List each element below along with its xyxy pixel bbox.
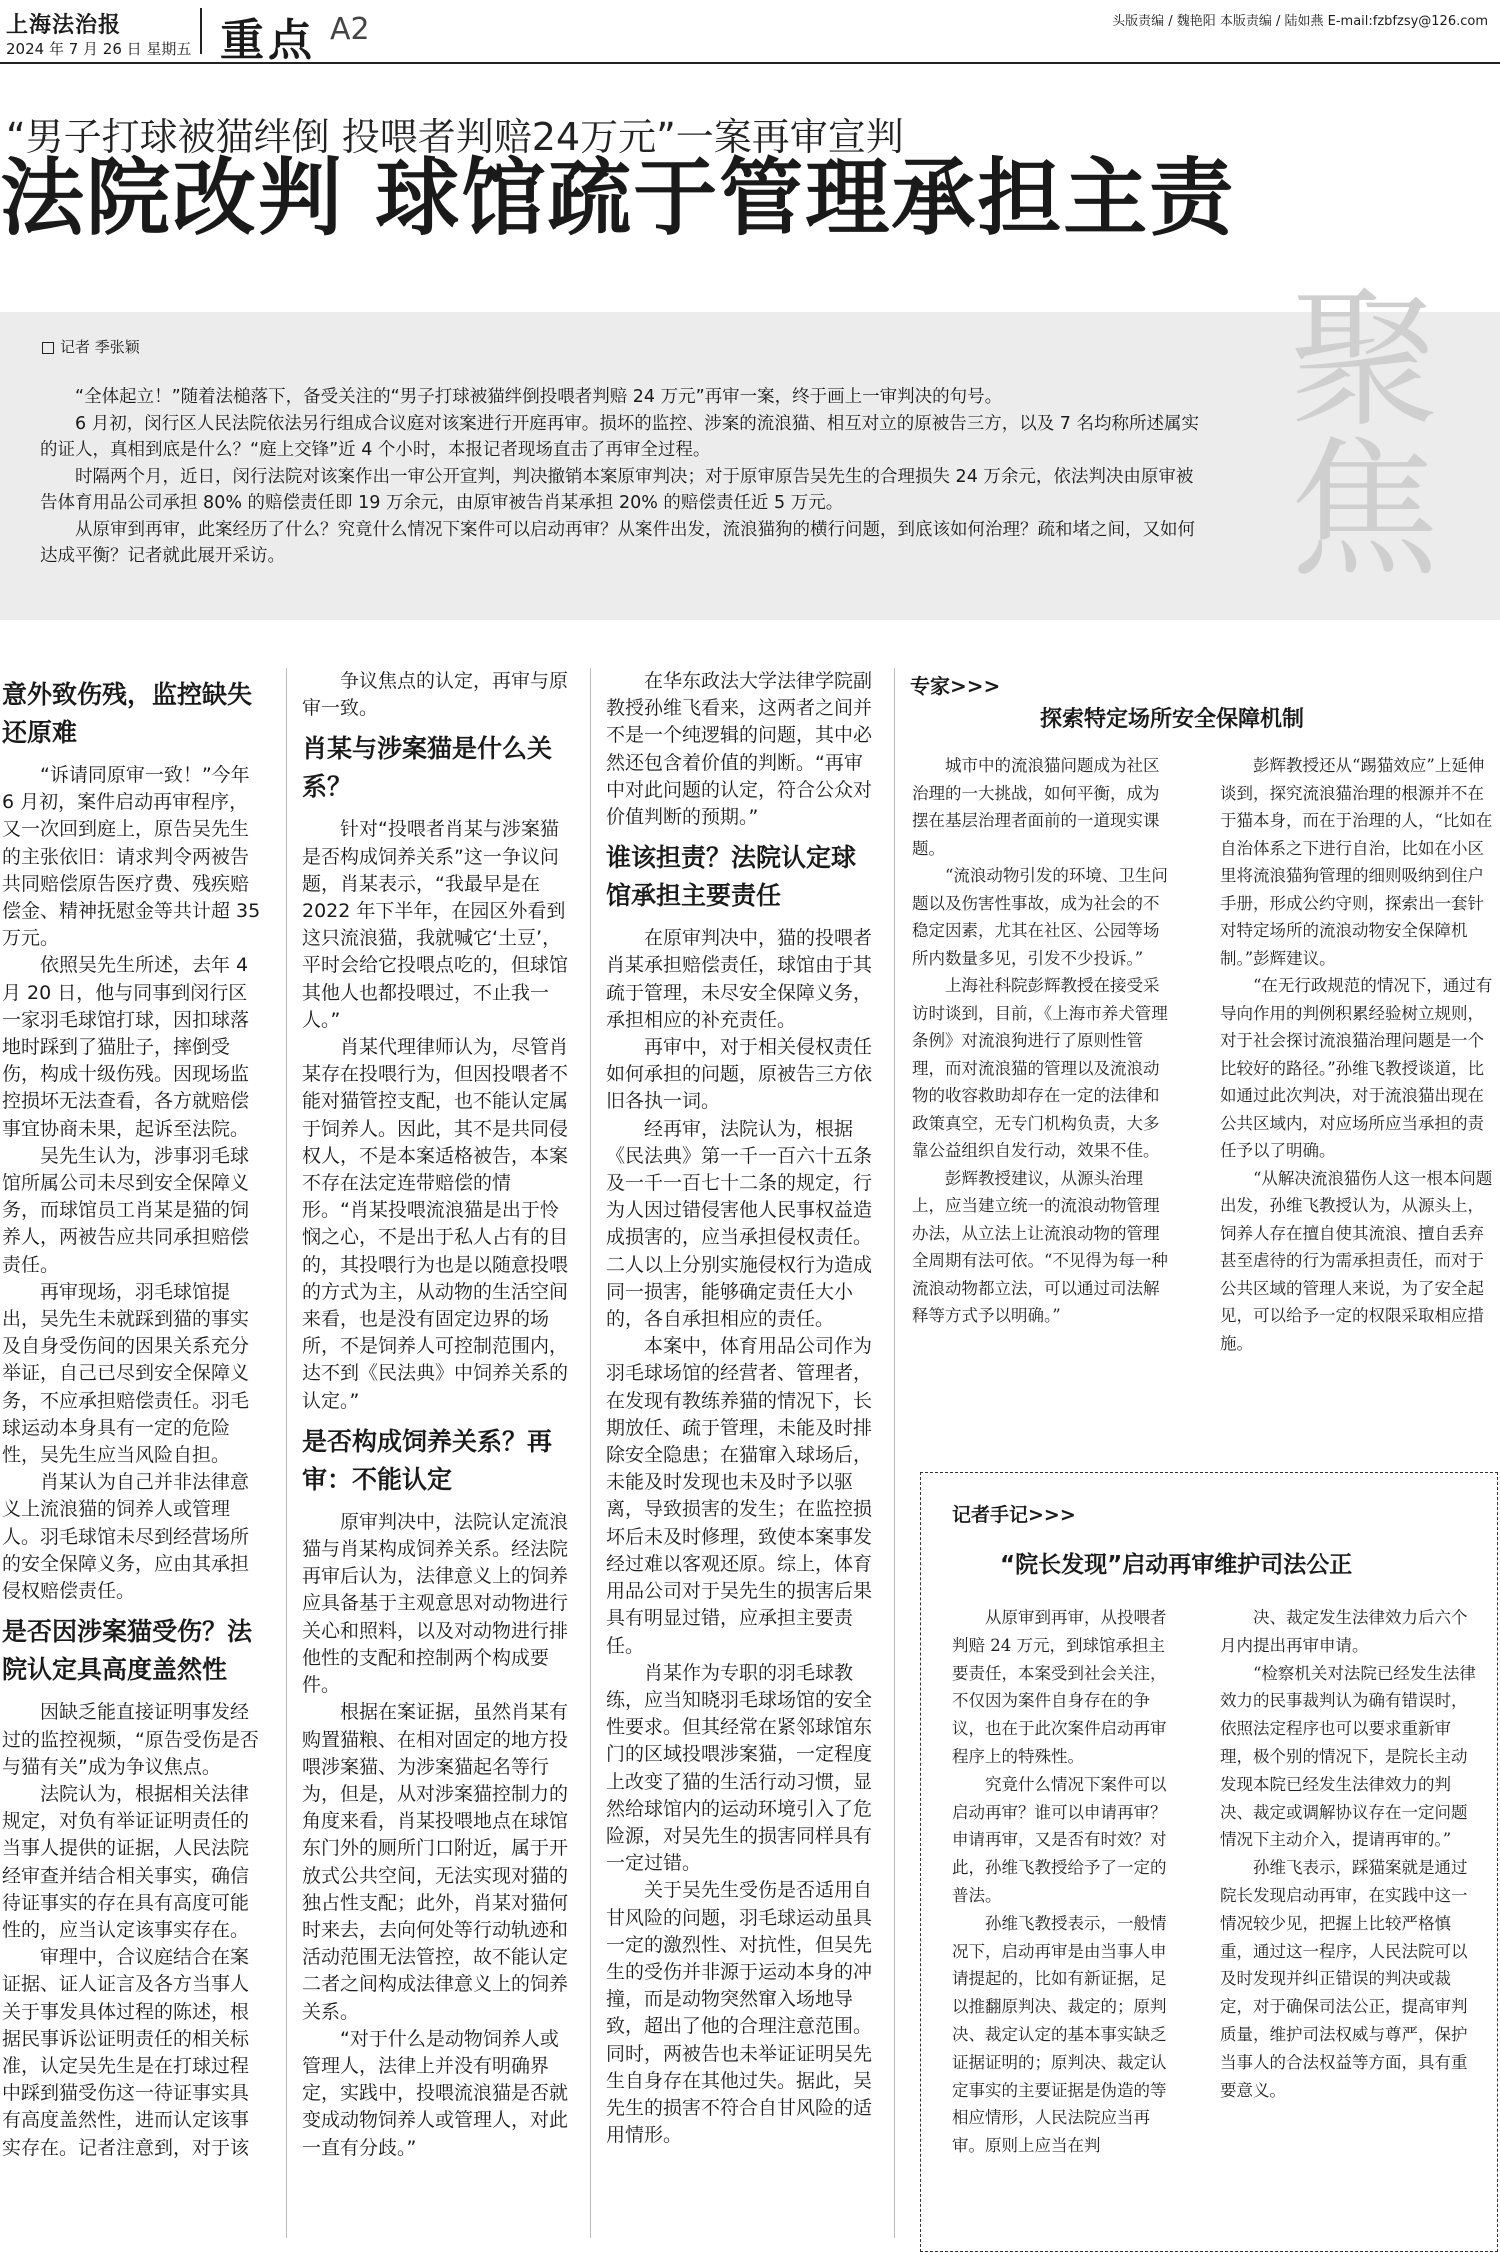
body-paragraph: 依照吴先生所述，去年 4 月 20 日，他与同事到闵行区一家羽毛球馆打球，因扣球落地时踩到了猫肚子，摔倒受伤，构成十级伤残。因现场监控损坏无法查看，各方就赔偿事宜协商未果，起诉至法院。 [2,954,250,1140]
body-paragraph: 根据在案证据，虽然肖某有购置猫粮、在相对固定的地方投喂涉案猫、为涉案猫起名等行为，但是，从对涉案猫控制力的角度来看，肖某投喂地点在球馆东门外的厕所门口附近，属于开放式公共空间，无法实现对猫的独占性支配；此外，肖某对猫何时来去，去向何处等行动轨迹和活动范围无法管控，故不能认定二者之间构成法律意义上的饲养关系。 [302,1701,569,2023]
body-paragraph: 城市中的流浪猫问题成为社区治理的一大挑战，如何平衡，成为摆在基层治理者面前的一道现实课题。 [912,756,1160,858]
byline-square-icon [42,342,54,354]
body-paragraph: 争议焦点的认定，再审与原审一致。 [302,670,569,720]
body-paragraph: 孙维飞表示，踩猫案就是通过院长发现启动再审，在实践中这一情况较少见，把握上比较严格慎重，通过这一程序，人民法院可以及时发现并纠正错误的判决或裁定，对于确保司法公正，提高审判质量，维护司法权威与尊严，保护当事人的合法权益等方面，具有重要意义。 [1220,1858,1468,2100]
byline-text: 记者 季张颖 [60,338,140,356]
body-paragraph: “检察机关对法院已经发生法律效力的民事裁判认为确有错误时，依照法定程序也可以要求重新审理，极个别的情况下，是院长主动发现本院已经发生法律效力的判决、裁定或调解协议存在一定问题情况下主动介入，提请再审的。” [1220,1663,1476,1850]
focus-calligraphy-mark [1210,250,1500,670]
lede [40,384,1210,570]
lede-paragraph: 6 月初，闵行区人民法院依法另行组成合议庭对该案进行开庭再审。损坏的监控、涉案的流浪猫、相互对立的原被告三方，以及 7 名均称所述属实的证人，真相到底是什么？“庭上交锋”近 4 个小时，本报记者现场直击了再审全过程。 [40,413,1199,460]
column-1 [2,668,264,2162]
sub-headline: “男子打球被猫绊倒 投喂者判赔24万元”一案再审宣判 [6,115,904,159]
body-paragraph: “在无行政规范的情况下，通过有导向作用的判例积累经验树立规则，对于社会探讨流浪猫治理问题是一个比较好的路径。”孙维飞教授谈道，比如通过此次判决，对于流浪猫出现在公共区域内，对应场所应当承担的责任予以了明确。 [1220,976,1493,1160]
body-paragraph: 针对“投喂者肖某与涉案猫是否构成饲养关系”这一争议问题，肖某表示，“我最早是在 2022 年下半年，在园区外看到这只流浪猫，我就喊它‘土豆’，平时会给它投喂点吃的，但球馆其他人也都投喂过，不止我一人。” [302,818,569,1031]
body-paragraph: “对于什么是动物饲养人或管理人，法律上并没有明确界定，实践中，投喂流浪猫是否就变成动物饲养人或管理人，对此一直有分歧。” [302,2027,569,2159]
expert-column-1 [912,752,1174,1330]
expert-title: 探索特定场所安全保障机制 [1040,707,1305,732]
section-heading: 肖某与涉案猫是什么关系？ [302,734,553,802]
editor-credits: 头版责编 / 魏艳阳 本版责编 / 陆如燕 E-mail:fzbfzsy@126.com [1112,14,1488,29]
body-paragraph: 法院认为，根据相关法律规定，对负有举证证明责任的当事人提供的证据，人民法院经审查并结合相关事实，确信待证事实的存在具有高度可能性的，应当认定该事实存在。 [2,1782,250,1941]
body-paragraph: 决、裁定发生法律效力后六个月内提出再审申请。 [1220,1608,1468,1655]
body-paragraph: 从原审到再审，从投喂者判赔 24 万元，到球馆承担主要责任，本案受到社会关注，不仅因为案件自身存在的争议，也在于此次案件启动再审程序上的特殊性。 [952,1608,1167,1766]
dateline: 2024 年 7 月 26 日 星期五 [6,40,192,58]
body-paragraph: 再审中，对于相关侵权责任如何承担的问题，原被告三方依旧各执一词。 [606,1036,873,1113]
body-paragraph: 经再审，法院认为，根据《民法典》第一千一百六十五条及一千一百七十二条的规定，行为人因过错侵害他人民事权益造成损害的，应当承担侵权责任。二人以上分别实施侵权行为造成同一损害，能够确定责任大小的，各自承担相应的责任。 [606,1117,873,1331]
body-paragraph: 上海社科院彭辉教授在接受采访时谈到，目前，《上海市养犬管理条例》对流浪狗进行了原则性管理，而对流浪猫的管理以及流浪动物的收容救助却存在一定的法律和政策真空，无专门机构负责，大多靠公益组织自发行动，效果不佳。 [912,976,1168,1160]
byline [42,336,140,357]
column-divider [590,668,591,2238]
masthead-divider [200,8,202,54]
body-paragraph: 彭辉教授建议，从源头治理上，应当建立统一的流浪动物管理办法，从立法上让流浪动物的管理全周期有法可依。“不见得为每一种流浪动物都立法，可以通过司法解释等方式予以明确。” [912,1168,1168,1325]
page-number: A2 [330,12,370,47]
column-2 [302,668,570,2162]
focus-mark-text: 聚焦 [1263,280,1437,580]
section-name: 重点 [220,15,316,66]
body-paragraph: 在原审判决中，猫的投喂者肖某承担赔偿责任，球馆由于其疏于管理，未尽安全保障义务，承担相应的补充责任。 [606,927,873,1031]
lede-paragraph: 时隔两个月，近日，闵行法院对该案作出一审公开宣判，判决撤销本案原审判决；对于原审原告吴先生的合理损失 24 万余元，依法判决由原审被告体育用品公司承担 80% 的赔偿责任即 19 万余元，由原审被告肖某承担 20% 的赔偿责任近 5 万元。 [40,466,1194,513]
expert-column-2 [1220,752,1496,1357]
body-paragraph: 因缺乏能直接证明事发经过的监控视频，“原告受伤是否与猫有关”成为争议焦点。 [2,1701,259,1778]
body-paragraph: 肖某认为自己并非法律意义上流浪猫的饲养人或管理人。羽毛球馆未尽到经营场所的安全保障义务，应由其承担侵权赔偿责任。 [2,1471,250,1603]
body-paragraph: 究竟什么情况下案件可以启动再审？谁可以申请再审？申请再审，又是否有时效？对此，孙维飞教授给予了一定的普法。 [952,1774,1167,1905]
body-paragraph: 孙维飞教授表示，一般情况下，启动再审是由当事人申请提起的，比如有新证据，足以推翻原判决、裁定的；原判决、裁定认定的基本事实缺乏证据证明的；原判决、裁定认定事实的主要证据是伪造的等相应情形，人民法院应当再审。原则上应当在判 [952,1913,1167,2156]
reporter-notes-title: “院长发现”启动再审维护司法公正 [1000,1552,1353,1578]
lede-paragraph: 从原审到再审，此案经历了什么？究竟什么情况下案件可以启动再审？从案件出发，流浪猫狗的横行问题，到底该如何治理？疏和堵之间，又如何达成平衡？记者就此展开采访。 [40,519,1195,566]
column-3 [606,668,876,2149]
section-heading: 谁该担责？法院认定球馆承担主要责任 [606,843,857,911]
notes-column-2 [1220,1604,1482,2104]
body-paragraph: 吴先生认为，涉事羽毛球馆所属公司未尽到安全保障义务，而球馆员工肖某是猫的饲养人，两被告应共同承担赔偿责任。 [2,1144,250,1276]
expert-label: 专家>>> [910,674,1001,698]
notes-column-1 [952,1604,1176,2160]
section-heading: 意外致伤残，监控缺失还原难 [2,680,253,747]
body-paragraph: 审理中，合议庭结合在案证据、证人证言及各方当事人关于事发具体过程的陈述，根据民事诉讼证明责任的相关标准，认定吴先生是在打球过程中踩到猫受伤这一待证事实具有高度盖然性，进而认定该事实存在。记者注意到，对于该 [2,1946,250,2159]
lede-paragraph: “全体起立！”随着法槌落下，备受关注的“男子打球被猫绊倒投喂者判赔 24 万元”再审一案，终于画上一审判决的句号。 [75,387,1003,407]
body-paragraph: 关于吴先生受伤是否适用自甘风险的问题，羽毛球运动虽具一定的激烈性、对抗性，但吴先生的受伤并非源于运动本身的冲撞，而是动物突然窜入场地导致，超出了他的合理注意范围。同时，两被告也未举证证明吴先生自身存在其他过失。据此，吴先生的损害不符合自甘风险的适用情形。 [606,1879,873,2147]
body-paragraph: 肖某代理律师认为，尽管肖某存在投喂行为，但因投喂者不能对猫管控支配，也不能认定属于饲养人。因此，其不是共同侵权人，不是本案适格被告，本案不存在法定连带赔偿的情形。“肖某投喂流浪猫是出于怜悯之心，不是出于私人占有的目的，其投喂行为也是以随意投喂的方式为主，从动物的生活空间来看，也是没有固定边界的场所，不是饲养人可控制范围内，达不到《民法典》中饲养关系的认定。” [302,1036,569,1412]
body-paragraph: 本案中，体育用品公司作为羽毛球场馆的经营者、管理者，在发现有教练养猫的情况下，长期放任、疏于管理，未能及时排除安全隐患；在猫窜入球场后，未能及时发现也未及时予以驱离，导致损害的发生；在监控损坏后未及时修理，致使本案事发经过难以客观还原。综上，体育用品公司对于吴先生的损害后果具有明显过错，应承担主要责任。 [606,1335,873,1657]
main-headline: 法院改判 球馆疏于管理承担主责 [0,148,1236,247]
column-divider [894,668,895,2238]
body-paragraph: 肖某作为专职的羽毛球教练，应当知晓羽毛球场馆的安全性要求。但其经常在紧邻球馆东门的区域投喂涉案猫，一定程度上改变了猫的生活行动习惯，显然给球馆内的运动环境引入了危险源，对吴先生的损害同样具有一定过错。 [606,1661,873,1875]
body-paragraph: 原审判决中，法院认定流浪猫与肖某构成饲养关系。经法院再审后认为，法律意义上的饲养应具备基于主观意思对动物进行关心和照料，以及对动物进行排他性的支配和控制两个构成要件。 [302,1510,569,1697]
section-heading: 是否构成饲养关系？再审：不能认定 [302,1426,553,1494]
body-paragraph: 再审现场，羽毛球馆提出，吴先生未就踩到猫的事实及自身受伤间的因果关系充分举证，自己已尽到安全保障义务，不应承担赔偿责任。羽毛球运动本身具有一定的危险性，吴先生应当风险自担。 [2,1280,250,1467]
section-heading: 是否因涉案猫受伤？法院认定具高度盖然性 [2,1617,253,1685]
body-paragraph: 在华东政法大学法律学院副教授孙维飞看来，这两者之间并不是一个纯逻辑的问题，其中必然还包含着价值的判断。“再审中对此问题的认定，符合公众对价值判断的预期。” [606,670,873,829]
body-paragraph: “诉请同原审一致！”今年 6 月初，案件启动再审程序，又一次回到庭上，原告吴先生的主张依旧：请求判令两被告共同赔偿原告医疗费、残疾赔偿金、精神抚慰金等共计超 35 万元。 [2,764,261,950]
column-divider [286,668,287,2238]
newspaper-name: 上海法治报 [6,12,122,38]
body-paragraph: “从解决流浪猫伤人这一根本问题出发，孙维飞教授认为，从源头上，饲养人存在擅自使其流浪、擅自丢弃甚至虐待的行为需承担责任，而对于公共区域的管理人来说，为了安全起见，可以给予一定的权限采取相应措施。 [1220,1168,1493,1353]
body-paragraph: “流浪动物引发的环境、卫生问题以及伤害性事故，成为社会的不稳定因素，尤其在社区、公园等场所内数量多见，引发不少投诉。” [912,866,1168,968]
reporter-notes-label: 记者手记>>> [952,1504,1076,1526]
body-paragraph: 彭辉教授还从“踢猫效应”上延伸谈到，探究流浪猫治理的根源并不在于猫本身，而在于治理的人，“比如在自治体系之下进行自治，比如在小区里将流浪猫狗管理的细则吸纳到住户手册，形成公约守则，探索出一套针对特定场所的流浪动物安全保障机制。”彭辉建议。 [1220,756,1493,968]
